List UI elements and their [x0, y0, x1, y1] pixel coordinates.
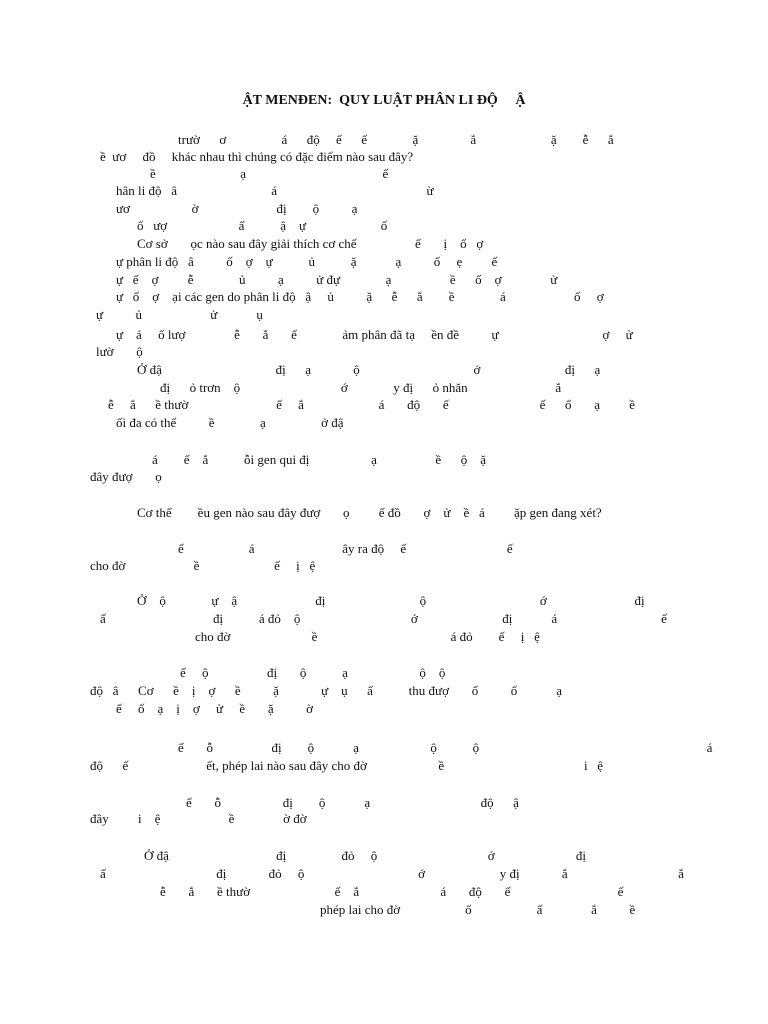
text-line: ự phân li độ â ố ợ ự ủ ặ ạ ố ẹ ế — [116, 254, 498, 269]
text-line: đị ỏ trơn ộ ớ y đị ỏ nhăn ắ — [160, 380, 562, 395]
text-line: á ế ắ ỗi gen qui đị ạ ề ộ ặ — [152, 452, 486, 467]
text-line: độ â Cơ ề ị ợ ề ặ ự ụ ấ thu đượ ố ố ạ — [90, 683, 562, 698]
document-title: ẬT MENĐEN: QUY LUẬT PHÂN LI ĐỘ Ậ — [242, 93, 526, 108]
text-line: ự ủ ử ụ — [96, 307, 263, 322]
text-line: ươ ờ đị ộ ạ — [116, 201, 358, 216]
text-line: Cơ sở ọc nào sau đây giải thích cơ chế ế ị ố ợ — [137, 236, 484, 251]
text-line: cho đờ ề á đỏ ế ị ệ — [195, 629, 540, 644]
text-line: ố ượ ấ ậ ự ố — [137, 218, 388, 233]
text-line: ề ươ đồ khác nhau thì chúng có đặc điểm nào sau đây? — [100, 149, 414, 164]
text-line: phép lai cho đờ ố ấ ắ ề — [320, 902, 636, 917]
text-line: ối đa có thể ề ạ ở đậ — [116, 415, 344, 430]
text-line: Ở đậ đị đỏ ộ ớ đị — [144, 848, 587, 863]
text-line: lườ ộ — [96, 344, 143, 359]
text-line: trườ ơ á độ ế ế ặ ắ ặ ễ ắ — [178, 132, 614, 147]
text-line: ễ ắ ề thườ ế ắ á độ ế ế — [160, 884, 624, 899]
text-line: đây i ệ ề ờ đờ — [90, 811, 307, 826]
text-line: ế ộ đị ộ ạ ộ ộ — [180, 665, 446, 680]
text-line: Ở ộ ự ậ đị ộ ớ đị — [137, 593, 645, 608]
text-line: ế ỗ đị ộ ạ độ ậ — [186, 795, 519, 810]
text-line: đây đượ ọ — [90, 469, 162, 484]
text-line: cho đờ ề ế ị ệ — [90, 558, 316, 573]
text-line: ự ế ợ ễ ủ ạ ử đự ạ ề ố ợ ử — [116, 272, 558, 287]
text-line: ễ ắ ề thườ ế ắ á độ ế ế ố ạ ề — [108, 397, 635, 412]
text-line: ự á ố lượ ễ ắ ế ảm phân đã tạ ền đề ự ợ ử — [116, 327, 633, 342]
text-line: hân li độ â á ừ — [116, 183, 434, 198]
text-line: ế ỗ đị ộ ạ ộ ộ á — [178, 740, 713, 755]
text-line: ấ đị đỏ ộ ớ y đị ắ ắ — [100, 866, 684, 881]
text-line: ề ạ ế — [150, 166, 389, 181]
text-line: ấ đị á đỏ ộ ớ đị á ế — [100, 611, 667, 626]
text-line: độ ế ết, phép lai nào sau đây cho đờ ề i ệ — [90, 758, 604, 773]
text-line: ế á ây ra độ ế ế — [178, 541, 513, 556]
text-line: ế ố ạ ị ợ ử ề ặ ờ — [116, 701, 313, 716]
text-line: ự ố ợ ại các gen do phân li độ ậ ủ ặ ễ ắ ề á ố ợ — [116, 289, 604, 304]
text-line: Cơ thể ều gen nào sau đây đượ ọ ế đồ ợ ử ề á ặp gen đang xét? — [137, 505, 602, 520]
text-line: Ở đậ đị ạ ộ ớ đị ạ — [137, 362, 601, 377]
